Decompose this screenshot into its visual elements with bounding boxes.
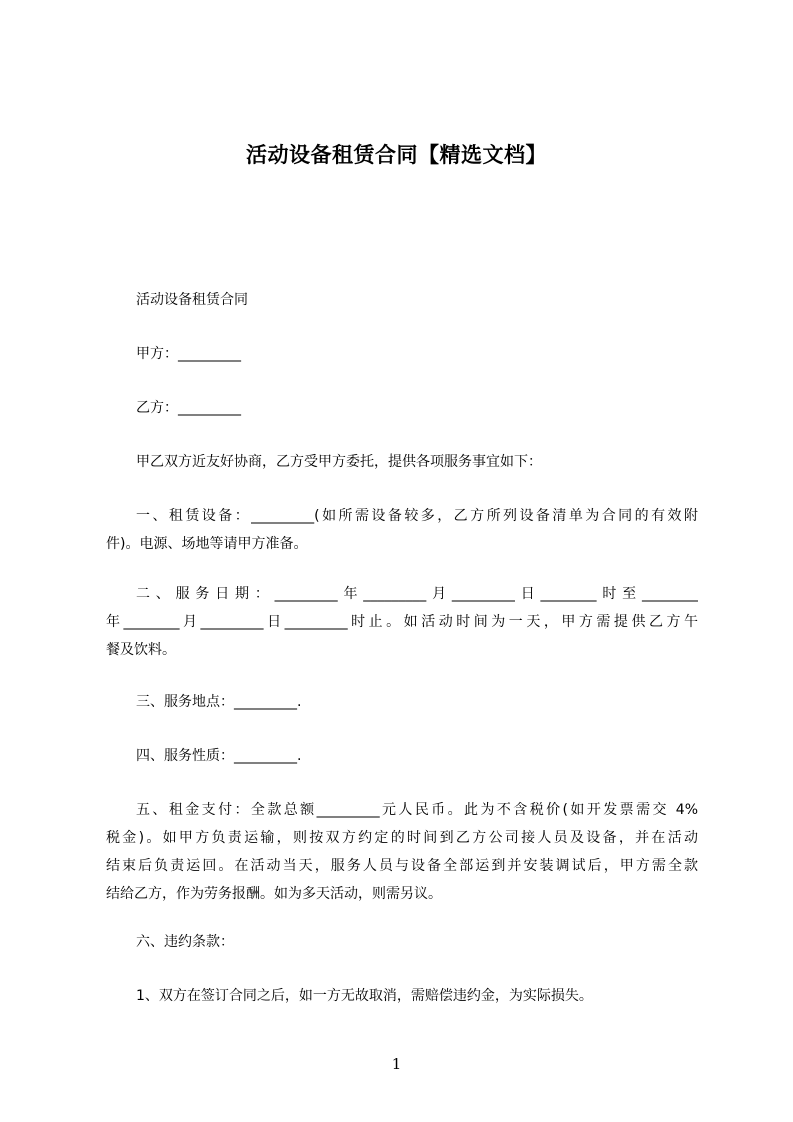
clause-6-heading: 六、违约条款： <box>136 934 234 950</box>
party-b-line: 乙方：_________ <box>136 400 241 416</box>
clause-2-line-2: 年________月_________日_________时止。如活动时间为一天，甲方需提供乙方午 <box>106 614 698 630</box>
clause-2 <box>106 580 698 664</box>
clause-5-line-2: 税金)。如甲方负责运输，则按双方约定的时间到乙方公司接人员及设备，并在活动 <box>106 830 698 846</box>
contract-subtitle: 活动设备租赁合同 <box>136 292 248 308</box>
document-title: 活动设备租赁合同【精选文档】 <box>246 143 547 167</box>
clause-4: 四、服务性质：_________. <box>136 748 302 764</box>
intro-paragraph: 甲乙双方近友好协商，乙方受甲方委托，提供各项服务事宜如下： <box>136 454 542 470</box>
clause-5-line-3: 结束后负责运回。在活动当天，服务人员与设备全部运到并安装调试后，甲方需全款 <box>106 858 698 874</box>
clause-2-line-3: 餐及饮料。 <box>106 642 176 658</box>
clause-1 <box>106 502 698 558</box>
page-number: 1 <box>391 1055 402 1073</box>
clause-5-line-1: 五、租金支付：全款总额_________元人民币。此为不含税价(如开发票需交 4% <box>136 802 698 818</box>
party-a-line: 甲方：_________ <box>136 346 241 362</box>
clause-2-line-1: 二、服务日期：_________年_________月_________日________时至________ <box>136 586 698 602</box>
clause-6-item-1: 1、双方在签订合同之后，如一方无故取消，需赔偿违约金，为实际损失。 <box>136 988 593 1004</box>
clause-1-line-2: 件)。电源、场地等请甲方准备。 <box>106 536 308 552</box>
clause-3: 三、服务地点：_________. <box>136 694 302 710</box>
clause-1-line-1: 一、租赁设备：_________(如所需设备较多，乙方所列设备清单为合同的有效附 <box>136 508 698 524</box>
clause-5 <box>106 796 698 908</box>
clause-5-line-4: 结给乙方，作为劳务报酬。如为多天活动，则需另议。 <box>106 886 442 902</box>
